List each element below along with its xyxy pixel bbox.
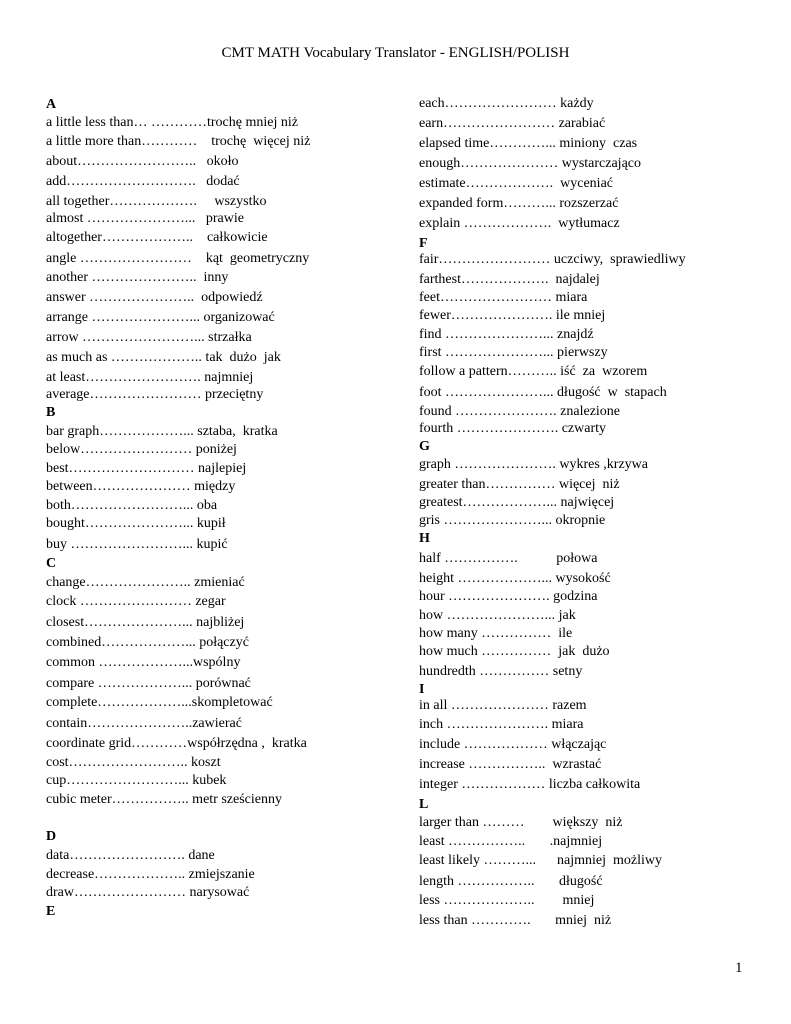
left-vocabulary-entry: cup……………………... kubek	[46, 773, 227, 788]
left-vocabulary-entry: both……………………... oba	[46, 498, 218, 513]
left-vocabulary-entry: best……………………… najlepiej	[46, 461, 247, 476]
right-section-letter: F	[419, 236, 428, 251]
left-vocabulary-entry: altogether……………….. całkowicie	[46, 230, 268, 245]
right-vocabulary-entry: estimate………………. wyceniać	[419, 176, 614, 191]
left-vocabulary-entry: angle …………………… kąt geometryczny	[46, 251, 310, 266]
right-vocabulary-entry: least likely ………... najmniej możliwy	[419, 853, 663, 868]
right-vocabulary-entry: height ………………... wysokość	[419, 571, 611, 586]
left-vocabulary-entry: below…………………… poniżej	[46, 442, 237, 457]
right-vocabulary-entry: inch …………………. miara	[419, 717, 584, 732]
right-vocabulary-entry: found …………………. znalezione	[419, 404, 621, 419]
right-vocabulary-entry: find …………………... znajdź	[419, 327, 594, 342]
left-vocabulary-entry: answer ………………….. odpowiedź	[46, 290, 263, 305]
left-vocabulary-entry: complete………………...skompletować	[46, 695, 273, 710]
left-vocabulary-entry: arrange …………………... organizować	[46, 310, 275, 325]
right-vocabulary-entry: how …………………... jak	[419, 608, 576, 623]
right-vocabulary-entry: explain ………………. wytłumacz	[419, 216, 620, 231]
left-vocabulary-entry: common ………………...wspólny	[46, 655, 241, 670]
right-vocabulary-entry: include ……………… włączając	[419, 737, 607, 752]
right-vocabulary-entry: less ……………….. mniej	[419, 893, 595, 908]
right-vocabulary-entry: how many …………… ile	[419, 626, 573, 641]
left-vocabulary-entry: between………………… między	[46, 479, 236, 494]
left-vocabulary-entry: coordinate grid…………współrzędna , kratka	[46, 736, 307, 751]
left-vocabulary-entry: all together………………. wszystko	[46, 194, 267, 209]
left-vocabulary-entry: compare ………………... porównać	[46, 676, 251, 691]
page-number: 1	[735, 960, 743, 976]
left-vocabulary-entry: arrow ……………………... strzałka	[46, 330, 252, 345]
right-section-letter: L	[419, 797, 429, 812]
left-vocabulary-entry: another ………………….. inny	[46, 270, 229, 285]
left-vocabulary-entry: change………………….. zmieniać	[46, 575, 245, 590]
left-vocabulary-entry: closest…………………... najbliżej	[46, 615, 245, 630]
left-section-letter: A	[46, 97, 57, 112]
left-vocabulary-entry: a little less than… …………trochę mniej niż	[46, 115, 298, 130]
left-vocabulary-entry: decrease……………….. zmiejszanie	[46, 867, 255, 882]
right-section-letter: H	[419, 531, 430, 546]
right-vocabulary-entry: enough………………… wystarczająco	[419, 156, 641, 171]
right-vocabulary-entry: fewer…………………. ile mniej	[419, 308, 606, 323]
right-vocabulary-entry: hour …………………. godzina	[419, 589, 598, 604]
right-vocabulary-entry: in all ………………… razem	[419, 698, 587, 713]
right-vocabulary-entry: less than …………. mniej niż	[419, 913, 612, 928]
left-vocabulary-entry: average…………………… przeciętny	[46, 387, 264, 402]
left-vocabulary-entry: draw…………………… narysować	[46, 885, 250, 900]
right-vocabulary-entry: follow a pattern……….. iść za wzorem	[419, 364, 648, 379]
left-vocabulary-entry: a little more than………… trochę więcej niż	[46, 134, 311, 149]
left-vocabulary-entry: as much as ……………….. tak dużo jak	[46, 350, 281, 365]
left-vocabulary-entry: cubic meter…………….. metr sześcienny	[46, 792, 282, 807]
right-vocabulary-entry: gris …………………... okropnie	[419, 513, 606, 528]
right-vocabulary-entry: larger than ……… większy niż	[419, 815, 623, 830]
right-vocabulary-entry: half ……………. połowa	[419, 551, 598, 566]
right-vocabulary-entry: fair…………………… uczciwy, sprawiedliwy	[419, 252, 686, 267]
right-vocabulary-entry: each…………………… każdy	[419, 96, 594, 111]
left-vocabulary-entry: bar graph………………... sztaba, kratka	[46, 424, 278, 439]
left-vocabulary-entry: contain…………………..zawierać	[46, 716, 242, 731]
right-vocabulary-entry: greatest………………... najwięcej	[419, 495, 615, 510]
right-vocabulary-entry: feet…………………… miara	[419, 290, 588, 305]
left-vocabulary-entry: about…………………….. około	[46, 154, 239, 169]
right-vocabulary-entry: elapsed time…………... miniony czas	[419, 136, 638, 151]
right-section-letter: I	[419, 682, 425, 697]
left-section-letter: D	[46, 829, 57, 844]
left-vocabulary-entry: add………………………. dodać	[46, 174, 240, 189]
right-vocabulary-entry: increase …………….. wzrastać	[419, 757, 602, 772]
right-vocabulary-entry: graph …………………. wykres ,krzywa	[419, 457, 649, 472]
left-section-letter: C	[46, 556, 57, 571]
left-vocabulary-entry: combined………………... połączyć	[46, 635, 249, 650]
right-vocabulary-entry: hundredth …………… setny	[419, 664, 583, 679]
left-section-letter: B	[46, 405, 56, 420]
right-vocabulary-entry: length …………….. długość	[419, 874, 603, 889]
right-vocabulary-entry: how much …………… jak dużo	[419, 644, 610, 659]
right-vocabulary-entry: farthest………………. najdalej	[419, 272, 600, 287]
right-vocabulary-entry: integer ……………… liczba całkowita	[419, 777, 641, 792]
left-vocabulary-entry: clock …………………… zegar	[46, 594, 226, 609]
left-vocabulary-entry: data……………………. dane	[46, 848, 215, 863]
right-vocabulary-entry: greater than…………… więcej niż	[419, 477, 620, 492]
right-vocabulary-entry: first …………………... pierwszy	[419, 345, 608, 360]
left-vocabulary-entry: bought…………………... kupił	[46, 516, 226, 531]
left-vocabulary-entry: buy ……………………... kupić	[46, 537, 228, 552]
left-vocabulary-entry: cost…………………….. koszt	[46, 755, 221, 770]
right-vocabulary-entry: earn…………………… zarabiać	[419, 116, 606, 131]
right-vocabulary-entry: least …………….. .najmniej	[419, 834, 603, 849]
page-title: CMT MATH Vocabulary Translator - ENGLISH/POLISH	[221, 45, 570, 61]
left-vocabulary-entry: at least……………………. najmniej	[46, 370, 254, 385]
right-section-letter: G	[419, 439, 430, 454]
right-vocabulary-entry: foot …………………... długość w stapach	[419, 385, 667, 400]
left-vocabulary-entry: almost …………………... prawie	[46, 211, 244, 226]
right-vocabulary-entry: fourth …………………. czwarty	[419, 421, 607, 436]
right-vocabulary-entry: expanded form………... rozszerzać	[419, 196, 619, 211]
left-section-letter: E	[46, 904, 56, 919]
